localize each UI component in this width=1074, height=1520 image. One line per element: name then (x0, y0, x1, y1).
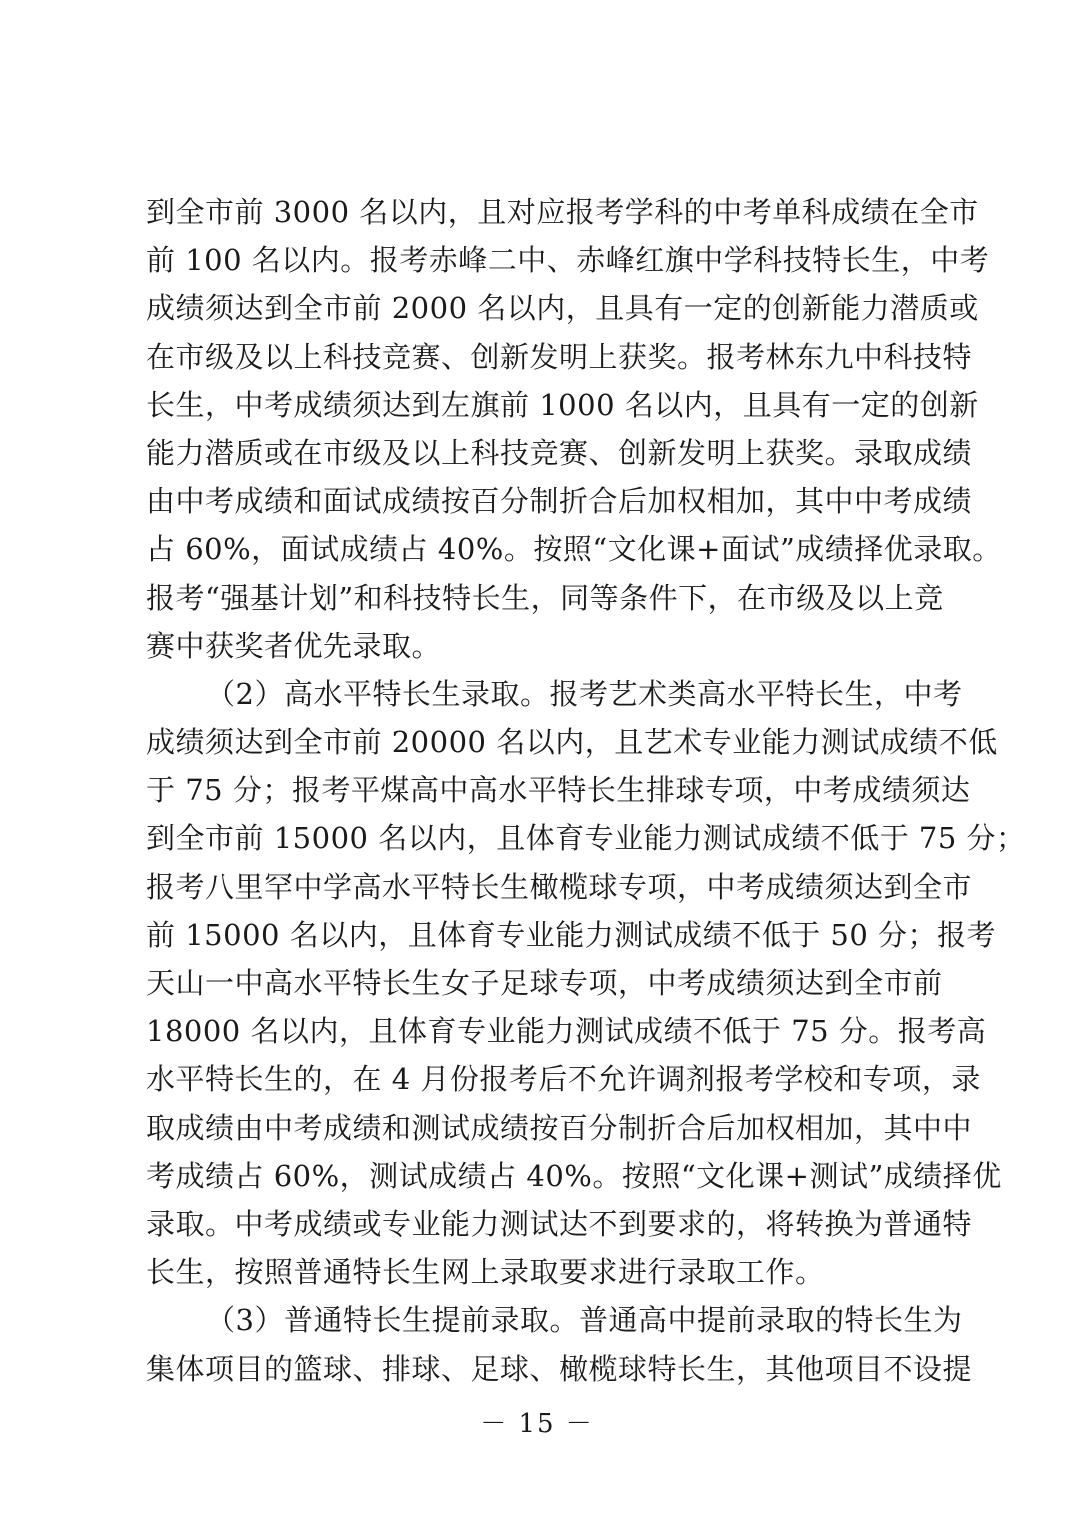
text-line: 录取。中考成绩或专业能力测试达不到要求的，将转换为普通特 (146, 1206, 973, 1241)
text-line: 18000 名以内，且体育专业能力测试成绩不低于 75 分。报考高 (146, 1014, 987, 1049)
text-line: 天山一中高水平特长生女子足球专项，中考成绩须达到全市前 (146, 966, 943, 1000)
text-line: 水平特长生的，在 4 月份报考后不允许调剂报考学校和专项，录 (146, 1062, 981, 1097)
paragraph-heading-line: （2）高水平特长生录取。报考艺术类高水平特长生，中考 (206, 676, 963, 711)
text-line: 到全市前 3000 名以内，且对应报考学科的中考单科成绩在全市 (146, 195, 979, 229)
text-line: 报考八里罕中学高水平特长生橄榄球专项，中考成绩须达到全市 (146, 869, 973, 904)
text-line: 到全市前 15000 名以内，且体育专业能力测试成绩不低于 75 分； (146, 821, 1026, 856)
text-line: 前 100 名以内。报考赤峰二中、赤峰红旗中学科技特长生，中考 (146, 243, 990, 278)
text-line: 赛中获奖者优先录取。 (146, 628, 442, 663)
text-line: 于 75 分；报考平煤高中高水平特长生排球专项，中考成绩须达 (146, 773, 971, 808)
text-line: 能力潜质或在市级及以上科技竞赛、创新发明上获奖。录取成绩 (146, 435, 973, 470)
text-line: 报考“强基计划”和科技特长生，同等条件下，在市级及以上竞 (146, 580, 944, 615)
paragraph-heading-line: （3）普通特长生提前录取。普通高中提前录取的特长生为 (206, 1303, 963, 1338)
text-line: 长生，中考成绩须达到左旗前 1000 名以内，且具有一定的创新 (146, 387, 979, 422)
text-line: 占 60%，面试成绩占 40%。按照“文化课+面试”成绩择优录取。 (146, 532, 1002, 567)
text-line: 成绩须达到全市前 2000 名以内，且具有一定的创新能力潜质或 (146, 291, 979, 326)
page-number: － 15 － (480, 1409, 594, 1439)
text-line: 在市级及以上科技竞赛、创新发明上获奖。报考林东九中科技特 (146, 339, 973, 374)
text-line: 长生，按照普通特长生网上录取要求进行录取工作。 (146, 1255, 825, 1290)
text-line: 取成绩由中考成绩和测试成绩按百分制折合后加权相加，其中中 (146, 1110, 973, 1145)
text-line: 前 15000 名以内，且体育专业能力测试成绩不低于 50 分；报考 (146, 917, 997, 952)
text-line: 集体项目的篮球、排球、足球、橄榄球特长生，其他项目不设提 (146, 1351, 973, 1386)
text-line: 成绩须达到全市前 20000 名以内，且艺术专业能力测试成绩不低 (146, 725, 998, 760)
text-line: 由中考成绩和面试成绩按百分制折合后加权相加，其中中考成绩 (146, 484, 973, 519)
text-line: 考成绩占 60%，测试成绩占 40%。按照“文化课+测试”成绩择优 (146, 1158, 1002, 1193)
body-text (146, 188, 1026, 1393)
